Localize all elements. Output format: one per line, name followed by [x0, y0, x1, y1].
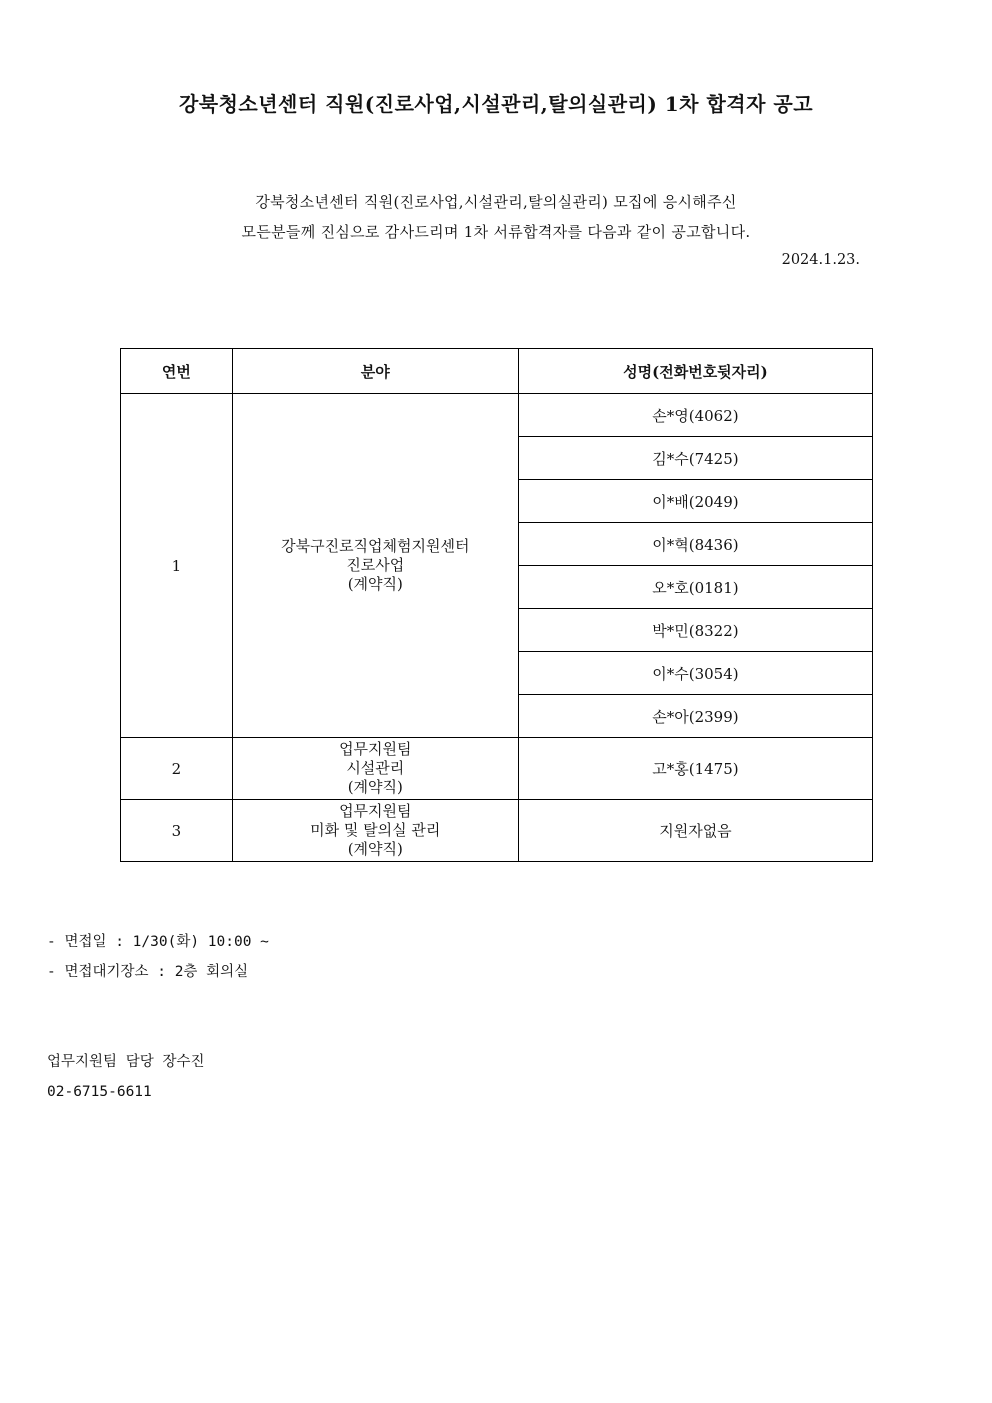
applicant-name: 고*홍(1475): [518, 738, 872, 800]
interview-notes: [47, 930, 269, 990]
applicant-name: 이*혁(8436): [518, 523, 872, 566]
intro-line-1: 강북청소년센터 직원(진로사업,시설관리,탈의실관리) 모집에 응시해주신: [255, 193, 737, 211]
announcement-date: 2024.1.23.: [781, 252, 860, 268]
group-3-field-line: 업무지원팀: [339, 802, 412, 820]
results-table: [120, 348, 873, 862]
applicant-name: 박*민(8322): [518, 609, 872, 652]
group-3-field-line: (계약직): [347, 840, 403, 858]
table-row: [121, 800, 873, 862]
applicant-name: 손*아(2399): [518, 695, 872, 738]
intro-line-2: 모든분들께 진심으로 감사드리며 1차 서류합격자를 다음과 같이 공고합니다.: [241, 223, 751, 241]
group-2-field: [232, 738, 518, 800]
group-3-field: [232, 800, 518, 862]
group-1-field-line: (계약직): [347, 575, 403, 593]
group-1-num: 1: [121, 394, 233, 738]
table-header-row: [121, 349, 873, 394]
contact-info: [47, 1050, 205, 1110]
table-row: [121, 394, 873, 437]
header-num: 연번: [121, 349, 233, 394]
no-applicant-text: 지원자없음: [518, 800, 872, 862]
contact-phone: 02-6715-6611: [47, 1084, 152, 1100]
applicant-name: 이*배(2049): [518, 480, 872, 523]
group-2-num: 2: [121, 738, 233, 800]
applicant-name: 김*수(7425): [518, 437, 872, 480]
group-2-field-line: 업무지원팀: [339, 740, 412, 758]
group-1-field-line: 진로사업: [346, 556, 405, 574]
header-field: 분야: [232, 349, 518, 394]
group-3-field-line: 미화 및 탈의실 관리: [310, 821, 441, 839]
group-2-field-line: 시설관리: [346, 759, 405, 777]
contact-person: 업무지원팀 담당 장수진: [47, 1054, 205, 1070]
header-name: 성명(전화번호뒷자리): [518, 349, 872, 394]
applicant-name: 이*수(3054): [518, 652, 872, 695]
group-3-num: 3: [121, 800, 233, 862]
group-2-field-line: (계약직): [347, 778, 403, 796]
applicant-name: 손*영(4062): [518, 394, 872, 437]
group-1-field: [232, 394, 518, 738]
table-row: [121, 738, 873, 800]
group-1-field-line: 강북구진로직업체험지원센터: [281, 537, 470, 555]
interview-waiting-room: - 면접대기장소 : 2층 회의실: [47, 964, 249, 980]
applicant-name: 오*호(0181): [518, 566, 872, 609]
interview-date: - 면접일 : 1/30(화) 10:00 ~: [47, 934, 269, 950]
page-title: 강북청소년센터 직원(진로사업,시설관리,탈의실관리) 1차 합격자 공고: [178, 92, 814, 116]
